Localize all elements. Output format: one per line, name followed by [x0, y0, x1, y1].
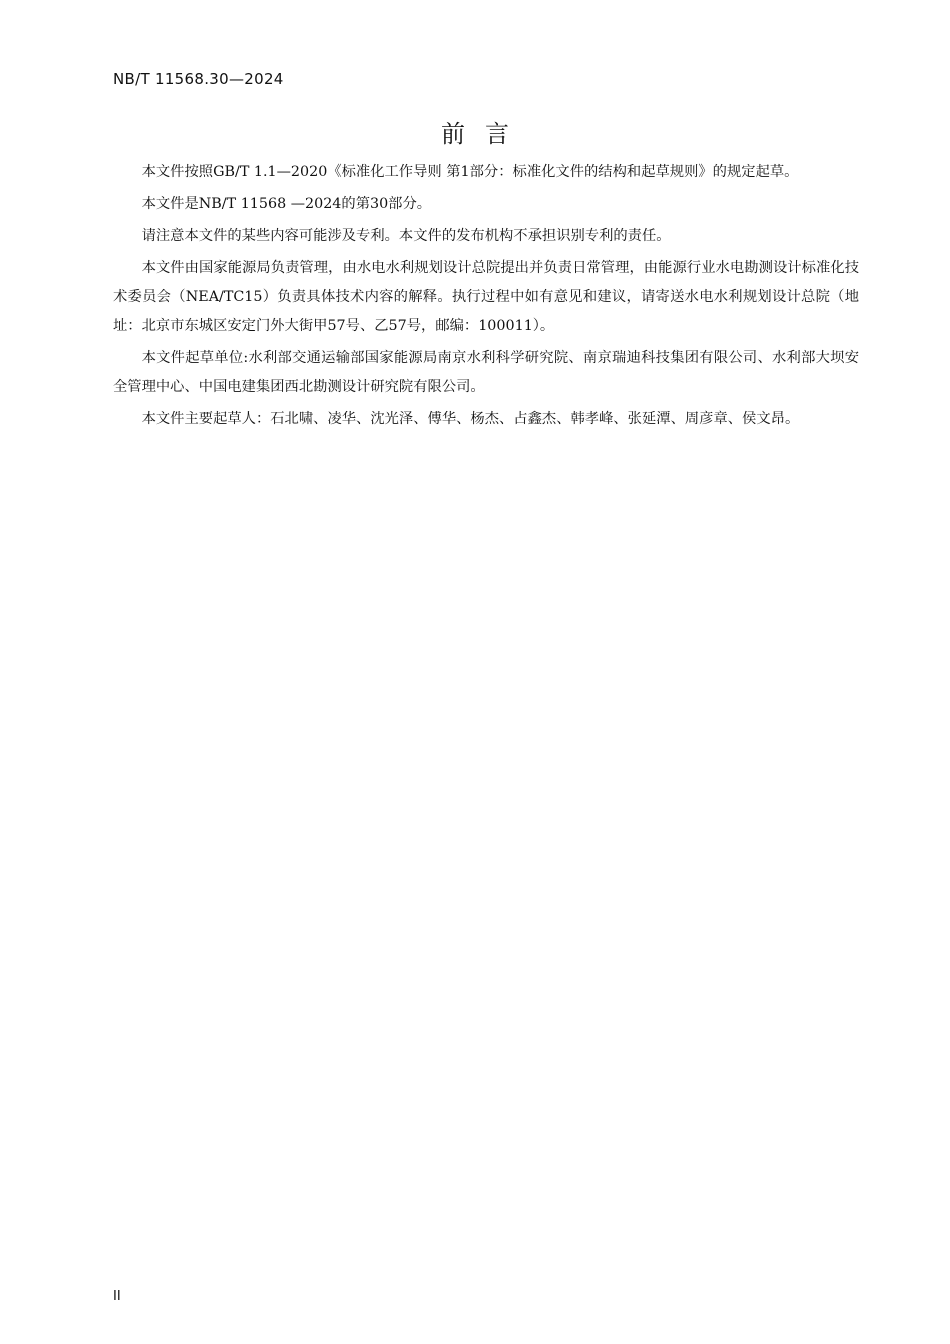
page-title: 前言: [441, 120, 529, 148]
page-number: II: [113, 1289, 121, 1304]
paragraph-drafting-units: 本文件起草单位:水利部交通运输部国家能源局南京水利科学研究院、南京瑞迪科技集团有限公司、水利部大坝安全管理中心、中国电建集团西北勘测设计研究院有限公司。: [113, 350, 859, 395]
document-code: NB/T 11568.30—2024: [113, 70, 284, 88]
paragraph-drafters: 本文件主要起草人：石北啸、凌华、沈光泽、傅华、杨杰、占鑫杰、韩孝峰、张延潭、周彦章、侯文昂。: [141, 411, 800, 427]
paragraph-patent-notice: 请注意本文件的某些内容可能涉及专利。本文件的发布机构不承担识别专利的责任。: [141, 228, 671, 244]
paragraph-management: 本文件由国家能源局负责管理，由水电水利规划设计总院提出并负责日常管理，由能源行业水电勘测设计标准化技术委员会（NEA/TC15）负责具体技术内容的解释。执行过程中如有意见和建议，请寄送水电水利规划设计总院（地址：北京市东城区安定门外大街甲57号、乙57号，邮编：100011）。: [113, 260, 859, 334]
paragraph-drafting-rules: 本文件按照GB/T 1.1—2020《标准化工作导则 第1部分：标准化文件的结构和起草规则》的规定起草。: [141, 164, 799, 180]
paragraph-part-number: 本文件是NB/T 11568 —2024的第30部分。: [141, 196, 432, 212]
preface-body: [113, 158, 859, 437]
